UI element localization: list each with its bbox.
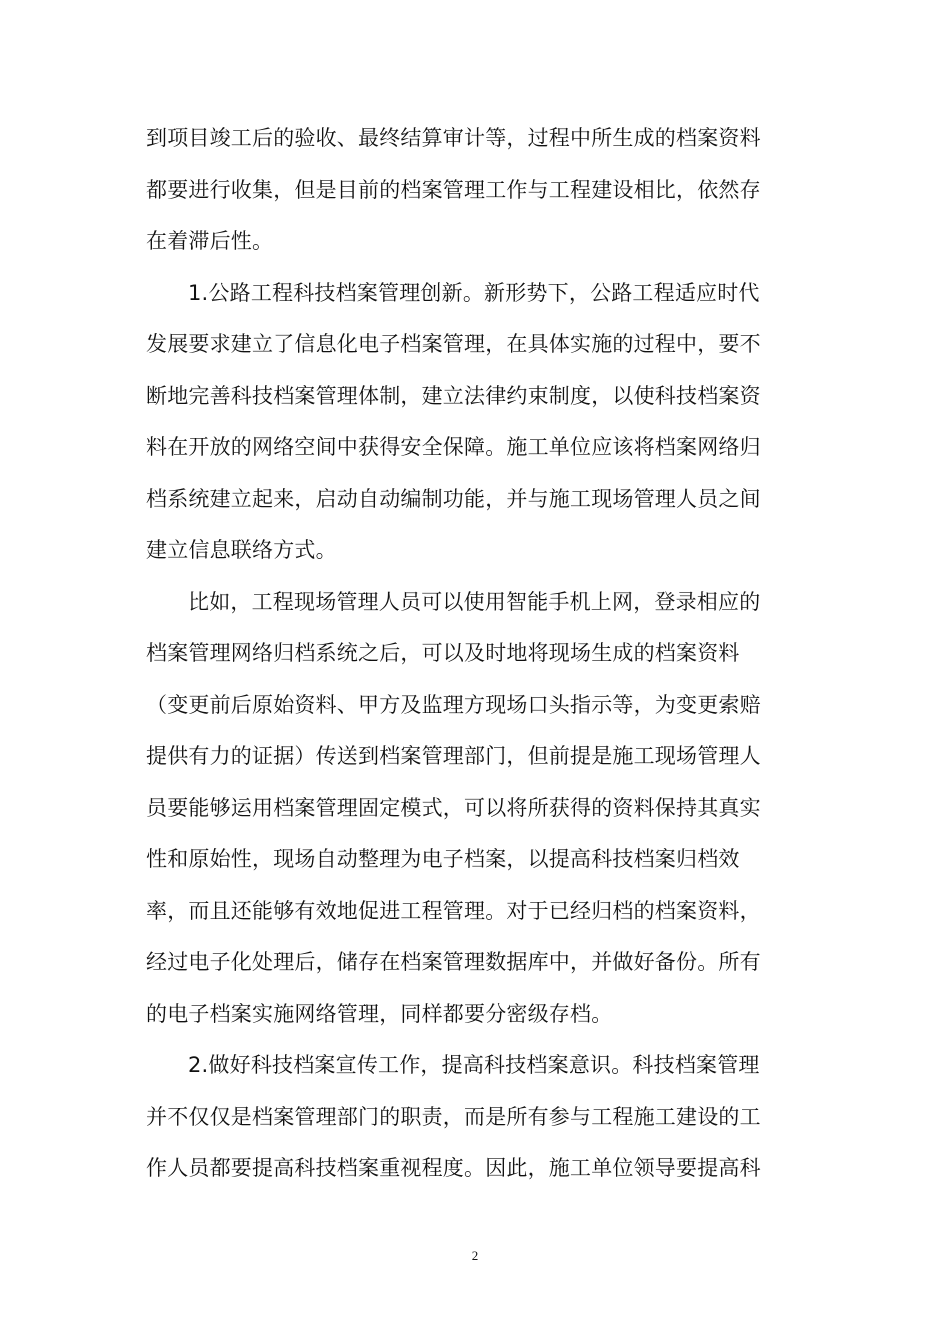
paragraph-start-line: 比如，工程现场管理人员可以使用智能手机上网，登录相应的 (188, 590, 761, 614)
text-line: 建立信息联络方式。 (146, 538, 337, 562)
text-line: 发展要求建立了信息化电子档案管理，在具体实施的过程中，要不 (146, 332, 761, 356)
text-line: 档系统建立起来，启动自动编制功能，并与施工现场管理人员之间 (146, 487, 761, 511)
paragraph-start-line: 1.公路工程科技档案管理创新。新形势下，公路工程适应时代 (188, 281, 760, 305)
text-line: 到项目竣工后的验收、最终结算审计等，过程中所生成的档案资料 (146, 126, 761, 150)
text-line: （变更前后原始资料、甲方及监理方现场口头指示等，为变更索赔 (146, 693, 761, 717)
text-line: 员要能够运用档案管理固定模式，可以将所获得的资料保持其真实 (146, 796, 761, 820)
text-line: 经过电子化处理后，储存在档案管理数据库中，并做好备份。所有 (146, 950, 761, 974)
text-line: 档案管理网络归档系统之后，可以及时地将现场生成的档案资料 (146, 641, 740, 665)
text-line: 在着滞后性。 (146, 229, 274, 253)
text-line: 提供有力的证据）传送到档案管理部门，但前提是施工现场管理人 (146, 744, 761, 768)
text-line: 并不仅仅是档案管理部门的职责，而是所有参与工程施工建设的工 (146, 1105, 761, 1129)
text-line: 的电子档案实施网络管理，同样都要分密级存档。 (146, 1002, 613, 1026)
text-line: 料在开放的网络空间中获得安全保障。施工单位应该将档案网络归 (146, 435, 761, 459)
page-number: 2 (471, 1248, 479, 1263)
text-line: 率，而且还能够有效地促进工程管理。对于已经归档的档案资料， (146, 899, 761, 923)
text-line: 断地完善科技档案管理体制，建立法律约束制度，以使科技档案资 (146, 384, 761, 408)
paragraph-start-line: 2.做好科技档案宣传工作，提高科技档案意识。科技档案管理 (188, 1053, 760, 1077)
text-line: 作人员都要提高科技档案重视程度。因此，施工单位领导要提高科 (146, 1156, 761, 1180)
text-line: 都要进行收集，但是目前的档案管理工作与工程建设相比，依然存 (146, 178, 761, 202)
text-line: 性和原始性，现场自动整理为电子档案，以提高科技档案归档效 (146, 847, 740, 871)
